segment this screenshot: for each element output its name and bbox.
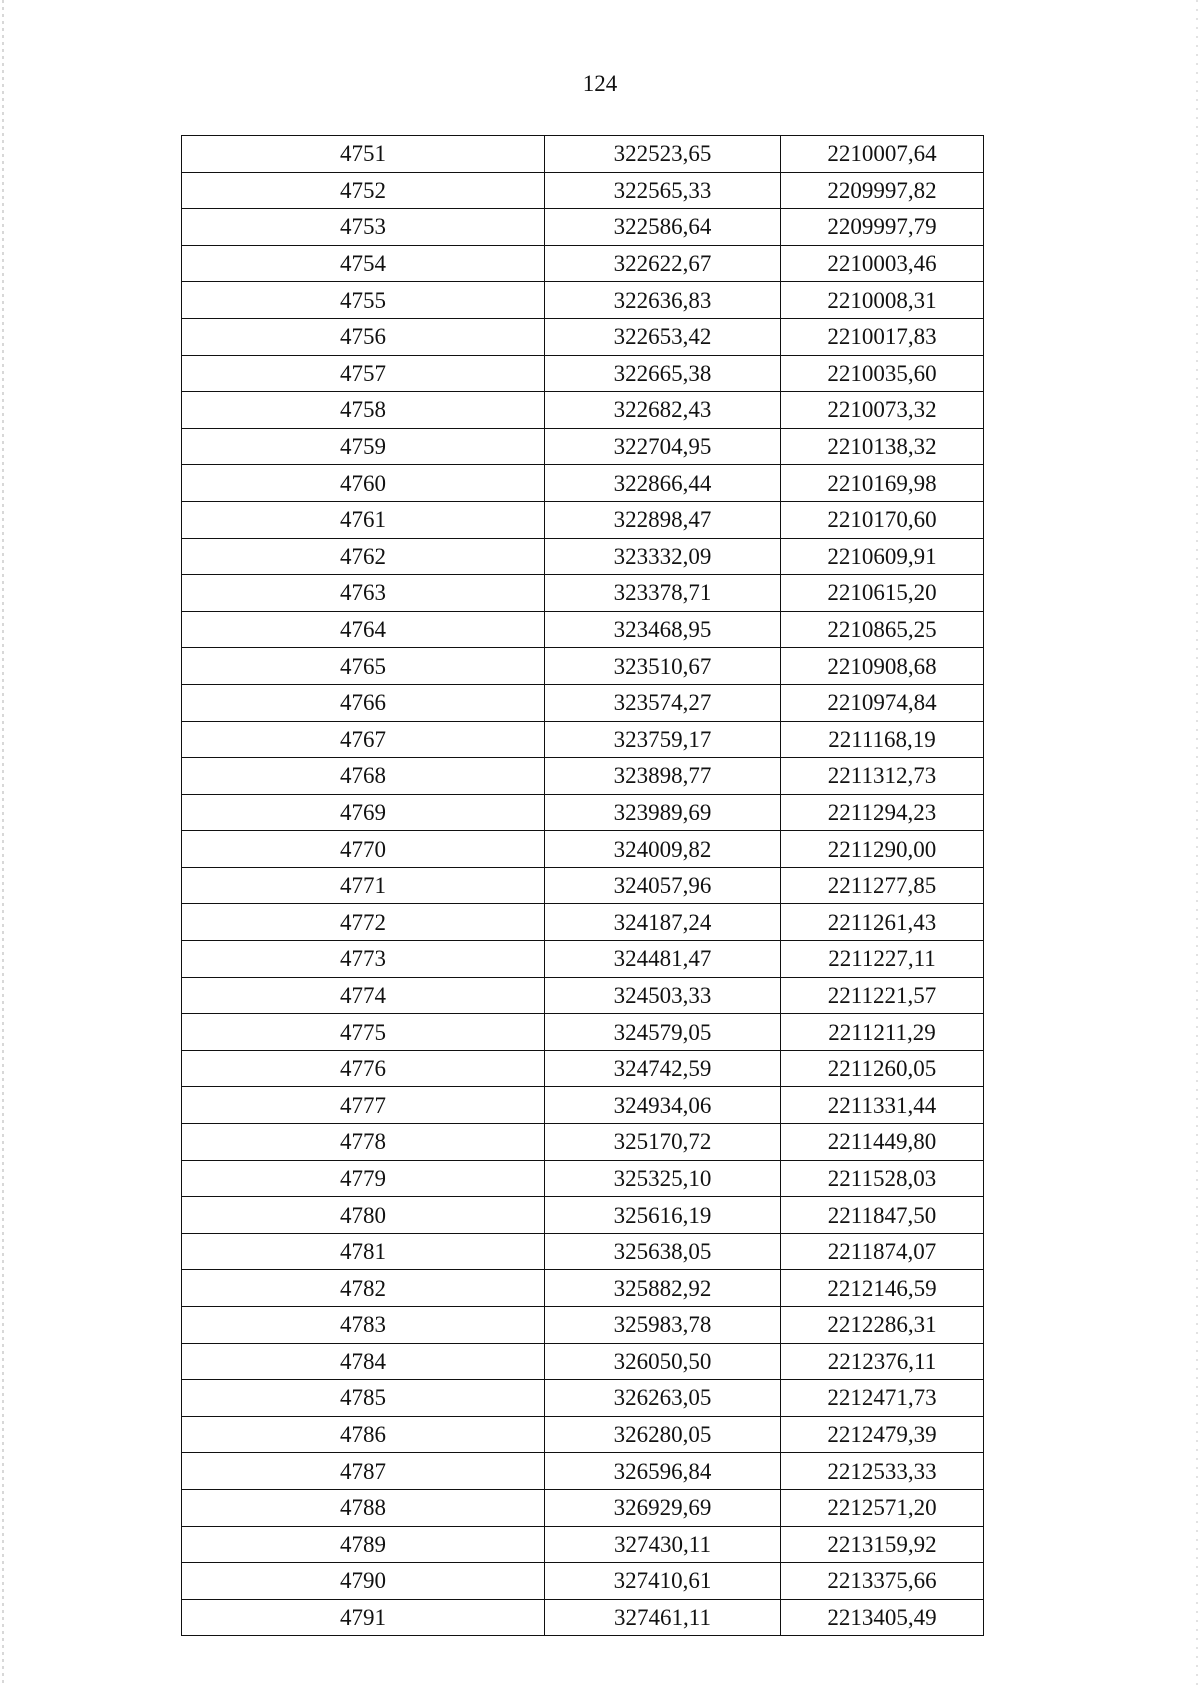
point-number-cell: 4779 bbox=[182, 1160, 545, 1197]
x-coordinate-cell: 327410,61 bbox=[545, 1563, 781, 1600]
point-number-cell: 4780 bbox=[182, 1197, 545, 1234]
point-number-cell: 4751 bbox=[182, 136, 545, 173]
y-coordinate-cell: 2211294,23 bbox=[781, 794, 984, 831]
y-coordinate-cell: 2211312,73 bbox=[781, 758, 984, 795]
x-coordinate-cell: 326596,84 bbox=[545, 1453, 781, 1490]
point-number-cell: 4762 bbox=[182, 538, 545, 575]
y-coordinate-cell: 2209997,79 bbox=[781, 209, 984, 246]
point-number-cell: 4791 bbox=[182, 1599, 545, 1636]
point-number-cell: 4777 bbox=[182, 1087, 545, 1124]
x-coordinate-cell: 326263,05 bbox=[545, 1380, 781, 1417]
y-coordinate-cell: 2211211,29 bbox=[781, 1014, 984, 1051]
y-coordinate-cell: 2210974,84 bbox=[781, 684, 984, 721]
y-coordinate-cell: 2213375,66 bbox=[781, 1563, 984, 1600]
y-coordinate-cell: 2210865,25 bbox=[781, 611, 984, 648]
y-coordinate-cell: 2212571,20 bbox=[781, 1489, 984, 1526]
table-row bbox=[182, 428, 984, 465]
point-number-cell: 4756 bbox=[182, 318, 545, 355]
point-number-cell: 4757 bbox=[182, 355, 545, 392]
x-coordinate-cell: 327430,11 bbox=[545, 1526, 781, 1563]
table-row bbox=[182, 684, 984, 721]
point-number-cell: 4758 bbox=[182, 392, 545, 429]
coordinates-table bbox=[181, 135, 984, 1636]
y-coordinate-cell: 2212376,11 bbox=[781, 1343, 984, 1380]
table-row bbox=[182, 392, 984, 429]
table-row bbox=[182, 867, 984, 904]
table-row bbox=[182, 831, 984, 868]
y-coordinate-cell: 2210170,60 bbox=[781, 501, 984, 538]
y-coordinate-cell: 2211331,44 bbox=[781, 1087, 984, 1124]
point-number-cell: 4766 bbox=[182, 684, 545, 721]
x-coordinate-cell: 323898,77 bbox=[545, 758, 781, 795]
table-row bbox=[182, 355, 984, 392]
point-number-cell: 4775 bbox=[182, 1014, 545, 1051]
x-coordinate-cell: 324934,06 bbox=[545, 1087, 781, 1124]
y-coordinate-cell: 2211260,05 bbox=[781, 1050, 984, 1087]
table-row bbox=[182, 977, 984, 1014]
table-row bbox=[182, 721, 984, 758]
y-coordinate-cell: 2212479,39 bbox=[781, 1416, 984, 1453]
point-number-cell: 4788 bbox=[182, 1489, 545, 1526]
table-row bbox=[182, 538, 984, 575]
point-number-cell: 4771 bbox=[182, 867, 545, 904]
table-row bbox=[182, 1380, 984, 1417]
table-row bbox=[182, 1014, 984, 1051]
table-row bbox=[182, 136, 984, 173]
point-number-cell: 4761 bbox=[182, 501, 545, 538]
x-coordinate-cell: 325638,05 bbox=[545, 1233, 781, 1270]
x-coordinate-cell: 322704,95 bbox=[545, 428, 781, 465]
point-number-cell: 4759 bbox=[182, 428, 545, 465]
x-coordinate-cell: 323332,09 bbox=[545, 538, 781, 575]
table-row bbox=[182, 501, 984, 538]
point-number-cell: 4767 bbox=[182, 721, 545, 758]
point-number-cell: 4770 bbox=[182, 831, 545, 868]
y-coordinate-cell: 2213159,92 bbox=[781, 1526, 984, 1563]
x-coordinate-cell: 323378,71 bbox=[545, 575, 781, 612]
x-coordinate-cell: 325170,72 bbox=[545, 1124, 781, 1161]
y-coordinate-cell: 2210615,20 bbox=[781, 575, 984, 612]
x-coordinate-cell: 325983,78 bbox=[545, 1307, 781, 1344]
point-number-cell: 4765 bbox=[182, 648, 545, 685]
y-coordinate-cell: 2211168,19 bbox=[781, 721, 984, 758]
table-row bbox=[182, 794, 984, 831]
x-coordinate-cell: 323468,95 bbox=[545, 611, 781, 648]
y-coordinate-cell: 2210138,32 bbox=[781, 428, 984, 465]
table-row bbox=[182, 1343, 984, 1380]
table-row bbox=[182, 1050, 984, 1087]
y-coordinate-cell: 2211261,43 bbox=[781, 904, 984, 941]
table-row bbox=[182, 245, 984, 282]
scan-edge-left bbox=[2, 0, 4, 1686]
y-coordinate-cell: 2210003,46 bbox=[781, 245, 984, 282]
point-number-cell: 4790 bbox=[182, 1563, 545, 1600]
x-coordinate-cell: 322898,47 bbox=[545, 501, 781, 538]
table-row bbox=[182, 1124, 984, 1161]
x-coordinate-cell: 325882,92 bbox=[545, 1270, 781, 1307]
x-coordinate-cell: 322636,83 bbox=[545, 282, 781, 319]
point-number-cell: 4781 bbox=[182, 1233, 545, 1270]
table-row bbox=[182, 1563, 984, 1600]
x-coordinate-cell: 324579,05 bbox=[545, 1014, 781, 1051]
y-coordinate-cell: 2210169,98 bbox=[781, 465, 984, 502]
point-number-cell: 4783 bbox=[182, 1307, 545, 1344]
point-number-cell: 4755 bbox=[182, 282, 545, 319]
point-number-cell: 4784 bbox=[182, 1343, 545, 1380]
point-number-cell: 4764 bbox=[182, 611, 545, 648]
x-coordinate-cell: 323510,67 bbox=[545, 648, 781, 685]
table-row bbox=[182, 1453, 984, 1490]
y-coordinate-cell: 2210609,91 bbox=[781, 538, 984, 575]
y-coordinate-cell: 2211290,00 bbox=[781, 831, 984, 868]
x-coordinate-cell: 325325,10 bbox=[545, 1160, 781, 1197]
table-row bbox=[182, 1416, 984, 1453]
table-row bbox=[182, 1526, 984, 1563]
table-row bbox=[182, 282, 984, 319]
table-row bbox=[182, 611, 984, 648]
y-coordinate-cell: 2211847,50 bbox=[781, 1197, 984, 1234]
table-row bbox=[182, 1270, 984, 1307]
page-number: 124 bbox=[582, 71, 618, 96]
point-number-cell: 4773 bbox=[182, 941, 545, 978]
point-number-cell: 4786 bbox=[182, 1416, 545, 1453]
x-coordinate-cell: 323989,69 bbox=[545, 794, 781, 831]
table-row bbox=[182, 648, 984, 685]
y-coordinate-cell: 2211227,11 bbox=[781, 941, 984, 978]
x-coordinate-cell: 322565,33 bbox=[545, 172, 781, 209]
y-coordinate-cell: 2210035,60 bbox=[781, 355, 984, 392]
table-row bbox=[182, 904, 984, 941]
table-row bbox=[182, 1233, 984, 1270]
y-coordinate-cell: 2211221,57 bbox=[781, 977, 984, 1014]
y-coordinate-cell: 2212146,59 bbox=[781, 1270, 984, 1307]
y-coordinate-cell: 2211449,80 bbox=[781, 1124, 984, 1161]
x-coordinate-cell: 324187,24 bbox=[545, 904, 781, 941]
table-row bbox=[182, 209, 984, 246]
x-coordinate-cell: 324503,33 bbox=[545, 977, 781, 1014]
y-coordinate-cell: 2212471,73 bbox=[781, 1380, 984, 1417]
table-row bbox=[182, 1087, 984, 1124]
point-number-cell: 4778 bbox=[182, 1124, 545, 1161]
y-coordinate-cell: 2210017,83 bbox=[781, 318, 984, 355]
x-coordinate-cell: 323574,27 bbox=[545, 684, 781, 721]
table-row bbox=[182, 1599, 984, 1636]
point-number-cell: 4776 bbox=[182, 1050, 545, 1087]
y-coordinate-cell: 2211874,07 bbox=[781, 1233, 984, 1270]
x-coordinate-cell: 323759,17 bbox=[545, 721, 781, 758]
table-row bbox=[182, 1160, 984, 1197]
y-coordinate-cell: 2210008,31 bbox=[781, 282, 984, 319]
y-coordinate-cell: 2212533,33 bbox=[781, 1453, 984, 1490]
table-row bbox=[182, 758, 984, 795]
point-number-cell: 4769 bbox=[182, 794, 545, 831]
x-coordinate-cell: 324481,47 bbox=[545, 941, 781, 978]
table-row bbox=[182, 575, 984, 612]
x-coordinate-cell: 327461,11 bbox=[545, 1599, 781, 1636]
x-coordinate-cell: 322586,64 bbox=[545, 209, 781, 246]
table-row bbox=[182, 318, 984, 355]
point-number-cell: 4754 bbox=[182, 245, 545, 282]
table-row bbox=[182, 1307, 984, 1344]
y-coordinate-cell: 2210007,64 bbox=[781, 136, 984, 173]
x-coordinate-cell: 325616,19 bbox=[545, 1197, 781, 1234]
table-row bbox=[182, 172, 984, 209]
x-coordinate-cell: 326280,05 bbox=[545, 1416, 781, 1453]
x-coordinate-cell: 322622,67 bbox=[545, 245, 781, 282]
table-row bbox=[182, 941, 984, 978]
point-number-cell: 4774 bbox=[182, 977, 545, 1014]
x-coordinate-cell: 322665,38 bbox=[545, 355, 781, 392]
y-coordinate-cell: 2211277,85 bbox=[781, 867, 984, 904]
point-number-cell: 4753 bbox=[182, 209, 545, 246]
coordinates-table-body bbox=[182, 136, 984, 1636]
x-coordinate-cell: 324009,82 bbox=[545, 831, 781, 868]
y-coordinate-cell: 2211528,03 bbox=[781, 1160, 984, 1197]
scan-edge-right bbox=[1196, 0, 1198, 1686]
table-row bbox=[182, 1197, 984, 1234]
point-number-cell: 4763 bbox=[182, 575, 545, 612]
y-coordinate-cell: 2212286,31 bbox=[781, 1307, 984, 1344]
x-coordinate-cell: 322682,43 bbox=[545, 392, 781, 429]
table-row bbox=[182, 1489, 984, 1526]
x-coordinate-cell: 322866,44 bbox=[545, 465, 781, 502]
point-number-cell: 4785 bbox=[182, 1380, 545, 1417]
x-coordinate-cell: 324742,59 bbox=[545, 1050, 781, 1087]
point-number-cell: 4787 bbox=[182, 1453, 545, 1490]
y-coordinate-cell: 2209997,82 bbox=[781, 172, 984, 209]
point-number-cell: 4768 bbox=[182, 758, 545, 795]
y-coordinate-cell: 2213405,49 bbox=[781, 1599, 984, 1636]
y-coordinate-cell: 2210908,68 bbox=[781, 648, 984, 685]
point-number-cell: 4772 bbox=[182, 904, 545, 941]
x-coordinate-cell: 326050,50 bbox=[545, 1343, 781, 1380]
table-row bbox=[182, 465, 984, 502]
point-number-cell: 4760 bbox=[182, 465, 545, 502]
point-number-cell: 4782 bbox=[182, 1270, 545, 1307]
x-coordinate-cell: 322653,42 bbox=[545, 318, 781, 355]
point-number-cell: 4752 bbox=[182, 172, 545, 209]
x-coordinate-cell: 326929,69 bbox=[545, 1489, 781, 1526]
y-coordinate-cell: 2210073,32 bbox=[781, 392, 984, 429]
x-coordinate-cell: 324057,96 bbox=[545, 867, 781, 904]
point-number-cell: 4789 bbox=[182, 1526, 545, 1563]
x-coordinate-cell: 322523,65 bbox=[545, 136, 781, 173]
